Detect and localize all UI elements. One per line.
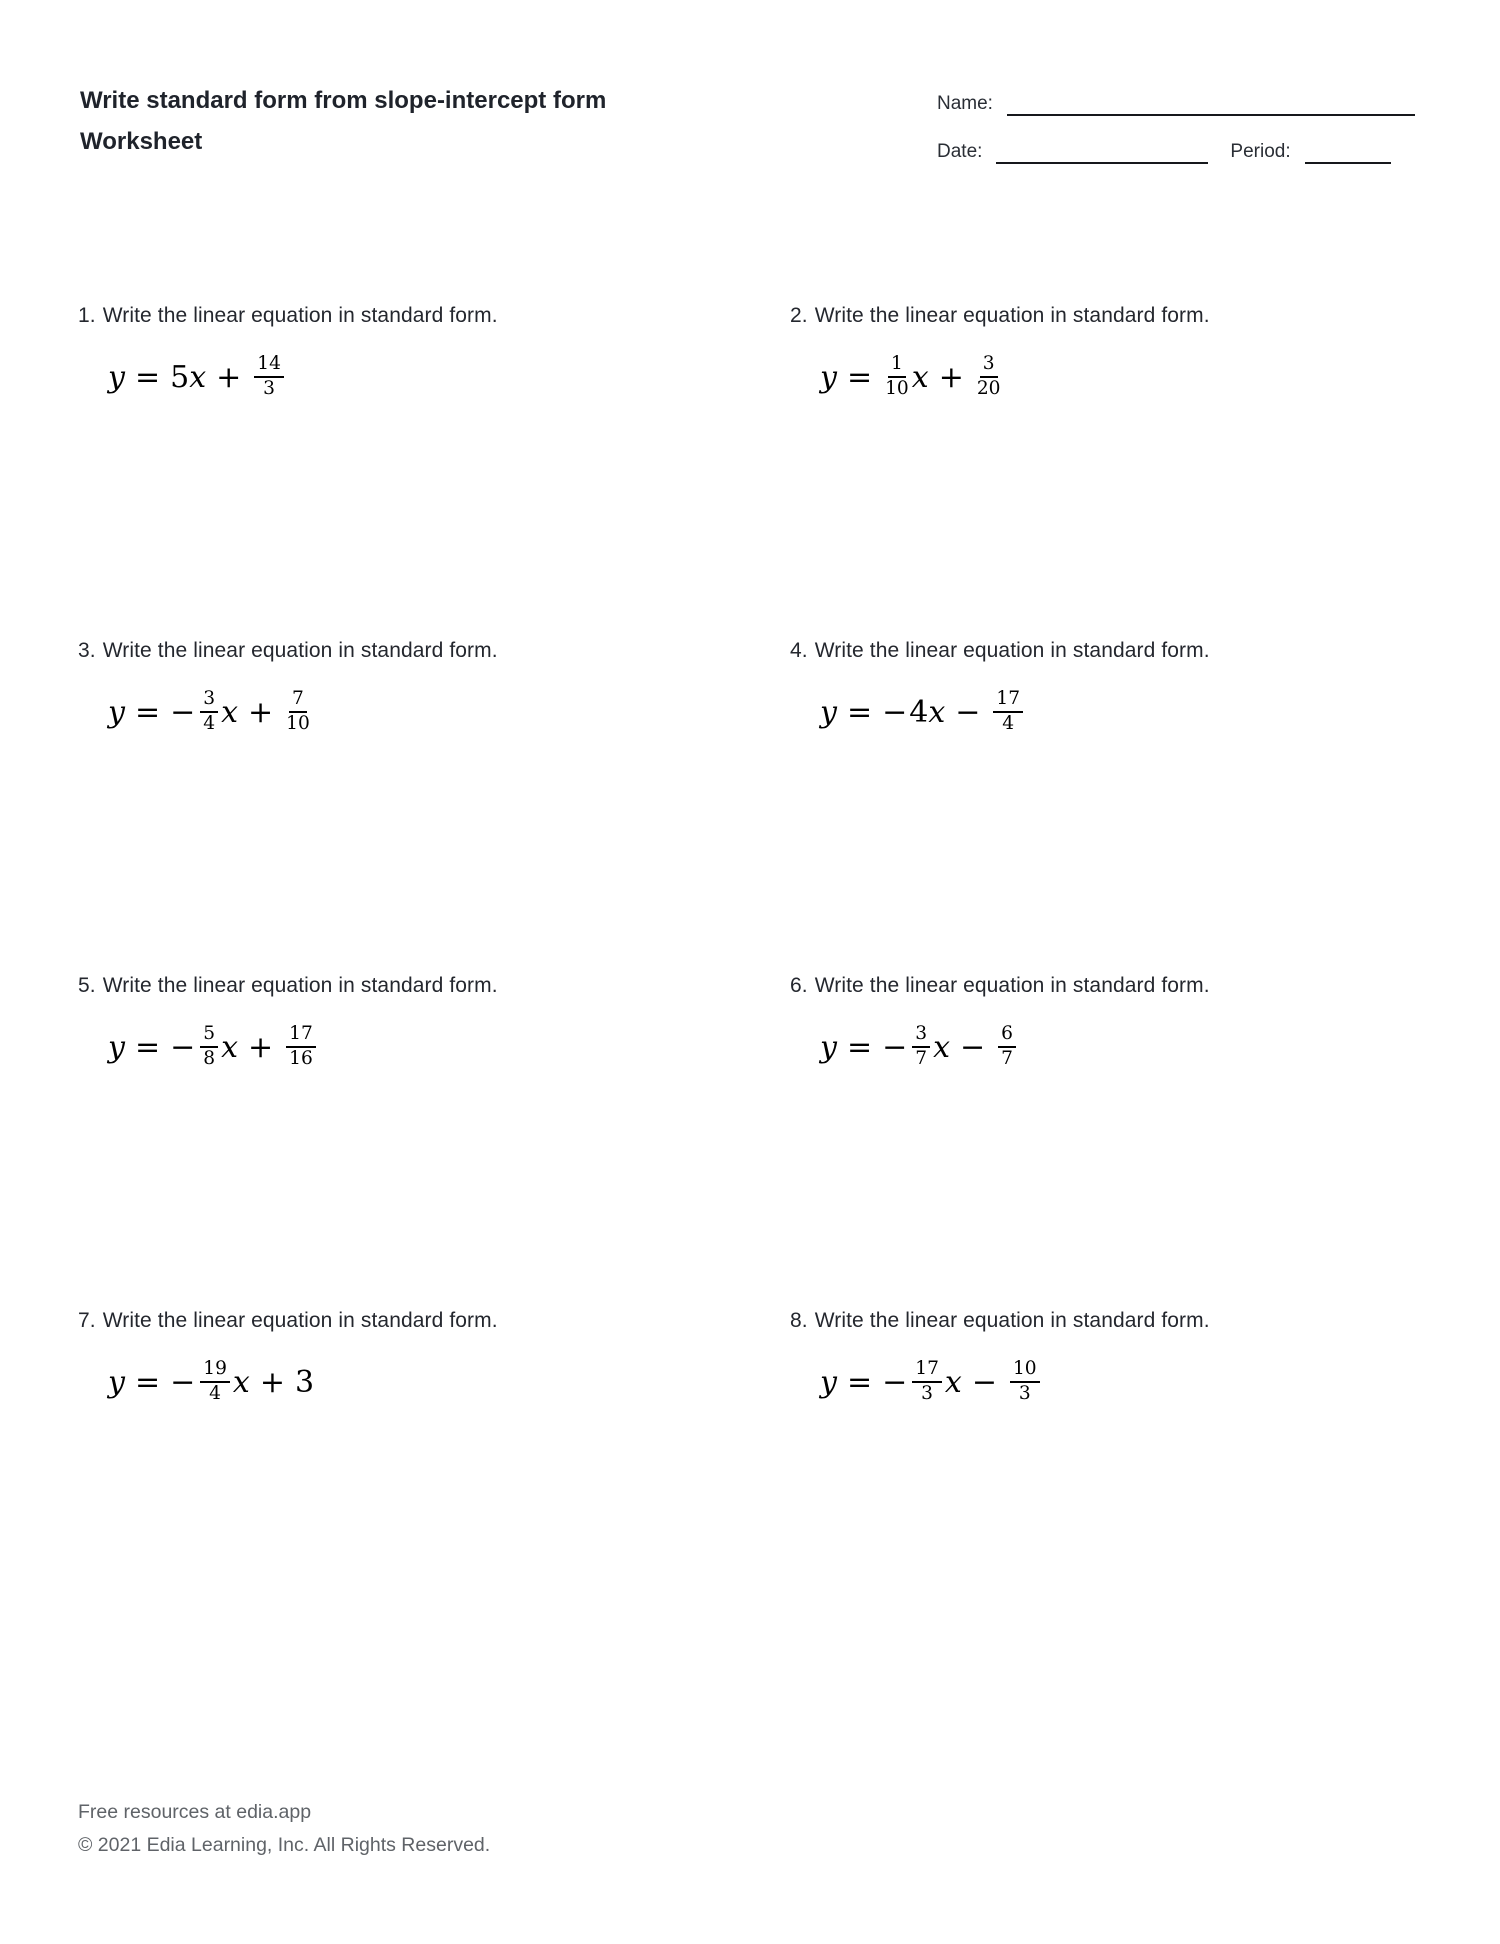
question-prompt xyxy=(78,636,790,665)
equation xyxy=(108,351,790,403)
header xyxy=(0,0,1500,188)
operator: = xyxy=(134,694,161,730)
fraction-denominator: 4 xyxy=(203,713,216,734)
date-blank-line xyxy=(996,142,1208,164)
fraction-numerator: 10 xyxy=(1010,1359,1040,1383)
equation xyxy=(108,686,790,738)
fraction xyxy=(200,689,218,735)
question-text: Write the linear equation in standard form. xyxy=(102,1309,498,1332)
question-prompt xyxy=(78,301,790,330)
fraction xyxy=(1010,1359,1040,1405)
fraction xyxy=(977,354,1001,400)
worksheet-title xyxy=(80,80,606,162)
fraction-numerator: 19 xyxy=(200,1359,230,1383)
unary-minus: − xyxy=(170,694,196,730)
question-number: 4. xyxy=(790,639,808,662)
variable: y xyxy=(820,694,837,730)
variable: y xyxy=(820,359,837,395)
worksheet-title-line2: Worksheet xyxy=(80,128,203,155)
variable: x xyxy=(928,694,946,730)
problems-grid xyxy=(0,301,1500,1641)
problem-3 xyxy=(78,636,790,971)
operator: = xyxy=(846,1029,873,1065)
fraction-denominator: 3 xyxy=(921,1383,933,1404)
equation xyxy=(108,1356,790,1408)
equation xyxy=(820,351,1460,403)
question-text: Write the linear equation in standard form. xyxy=(814,639,1210,662)
question-text: Write the linear equation in standard form. xyxy=(814,974,1210,997)
problem-5 xyxy=(78,971,790,1306)
fraction-numerator: 17 xyxy=(912,1359,942,1383)
fraction xyxy=(286,1024,316,1070)
number: 3 xyxy=(294,1364,315,1400)
fraction-numerator: 14 xyxy=(254,354,284,378)
fraction-numerator: 5 xyxy=(200,1024,218,1048)
variable: y xyxy=(108,694,125,730)
fraction-denominator: 4 xyxy=(209,1383,221,1404)
footer-resources-text: Free resources at edia.app xyxy=(78,1801,312,1823)
number: 5 xyxy=(170,359,190,395)
operator: + xyxy=(259,1364,285,1400)
operator: = xyxy=(134,1029,161,1065)
footer-copyright-text: © 2021 Edia Learning, Inc. All Rights Reserved. xyxy=(78,1834,491,1856)
variable: x xyxy=(221,694,238,730)
question-number: 8. xyxy=(790,1309,808,1332)
fraction-denominator: 3 xyxy=(263,378,275,399)
fraction-denominator: 16 xyxy=(289,1048,313,1069)
date-period-field-row xyxy=(937,140,1415,164)
variable: x xyxy=(189,359,207,395)
fraction xyxy=(912,1359,942,1405)
equation xyxy=(108,1021,790,1073)
variable: y xyxy=(108,359,125,395)
operator: + xyxy=(248,694,274,730)
period-label: Period: xyxy=(1230,141,1291,162)
operator: + xyxy=(938,359,964,395)
name-field-row xyxy=(937,92,1415,116)
unary-minus: − xyxy=(170,1364,196,1400)
variable: y xyxy=(820,1029,837,1065)
variable: x xyxy=(221,1029,238,1065)
fraction-denominator: 7 xyxy=(915,1048,928,1069)
fraction xyxy=(998,1024,1016,1070)
question-text: Write the linear equation in standard form. xyxy=(102,639,498,662)
question-number: 6. xyxy=(790,974,808,997)
problem-1 xyxy=(78,301,790,636)
fraction xyxy=(993,689,1023,735)
fraction-denominator: 20 xyxy=(976,378,1001,399)
question-number: 2. xyxy=(790,304,808,327)
equation xyxy=(820,1021,1460,1073)
variable: y xyxy=(108,1029,125,1065)
question-number: 5. xyxy=(78,974,96,997)
question-text: Write the linear equation in standard form. xyxy=(814,1309,1210,1332)
operator: + xyxy=(248,1029,274,1065)
number: 4 xyxy=(909,694,929,730)
fraction-denominator: 3 xyxy=(1018,1383,1031,1404)
variable: x xyxy=(944,1364,962,1400)
problem-4 xyxy=(790,636,1460,971)
operator: − xyxy=(955,694,981,730)
question-prompt xyxy=(78,971,790,1000)
question-prompt xyxy=(790,971,1460,1000)
question-number: 1. xyxy=(78,304,96,327)
question-number: 7. xyxy=(78,1309,96,1332)
fraction-denominator: 7 xyxy=(1001,1048,1013,1069)
unary-minus: − xyxy=(882,694,908,730)
name-label: Name: xyxy=(937,93,993,114)
problem-8 xyxy=(790,1306,1460,1641)
fraction xyxy=(885,354,909,400)
fraction xyxy=(254,354,284,400)
fraction xyxy=(200,1359,230,1405)
equation xyxy=(820,1356,1460,1408)
operator: − xyxy=(971,1364,997,1400)
question-text: Write the linear equation in standard form. xyxy=(102,974,498,997)
fraction-numerator: 3 xyxy=(912,1024,930,1048)
fraction-numerator: 17 xyxy=(286,1024,316,1048)
question-text: Write the linear equation in standard form. xyxy=(814,304,1210,327)
footer xyxy=(78,1796,490,1862)
fraction-denominator: 10 xyxy=(286,713,310,734)
worksheet-title-line1: Write standard form from slope-intercept form xyxy=(80,87,607,114)
fraction-numerator: 3 xyxy=(200,689,218,713)
operator: − xyxy=(960,1029,986,1065)
fraction-numerator: 6 xyxy=(998,1024,1016,1048)
operator: = xyxy=(846,359,873,395)
operator: = xyxy=(134,1364,161,1400)
variable: x xyxy=(933,1029,950,1065)
variable: x xyxy=(911,359,929,395)
variable: y xyxy=(820,1364,837,1400)
name-blank-line xyxy=(1007,94,1415,116)
operator: = xyxy=(846,1364,873,1400)
variable: y xyxy=(108,1364,125,1400)
fraction xyxy=(912,1024,930,1070)
fraction xyxy=(200,1024,218,1070)
question-prompt xyxy=(78,1306,790,1335)
fraction-numerator: 7 xyxy=(289,689,307,713)
fraction-numerator: 1 xyxy=(888,354,906,378)
equation xyxy=(820,686,1460,738)
fraction xyxy=(286,689,310,735)
unary-minus: − xyxy=(882,1029,908,1065)
question-prompt xyxy=(790,1306,1460,1335)
question-text: Write the linear equation in standard form. xyxy=(102,304,498,327)
problem-2 xyxy=(790,301,1460,636)
operator: = xyxy=(846,694,873,730)
date-label: Date: xyxy=(937,141,983,162)
student-fields xyxy=(937,80,1415,188)
unary-minus: − xyxy=(170,1029,196,1065)
problem-6 xyxy=(790,971,1460,1306)
question-prompt xyxy=(790,301,1460,330)
operator: = xyxy=(134,359,161,395)
fraction-numerator: 3 xyxy=(980,354,998,378)
fraction-numerator: 17 xyxy=(993,689,1023,713)
unary-minus: − xyxy=(882,1364,908,1400)
fraction-denominator: 8 xyxy=(203,1048,216,1069)
question-prompt xyxy=(790,636,1460,665)
question-number: 3. xyxy=(78,639,96,662)
problem-7 xyxy=(78,1306,790,1641)
fraction-denominator: 4 xyxy=(1002,713,1015,734)
operator: + xyxy=(216,359,242,395)
fraction-denominator: 10 xyxy=(885,378,909,399)
period-blank-line xyxy=(1305,142,1391,164)
variable: x xyxy=(232,1364,250,1400)
